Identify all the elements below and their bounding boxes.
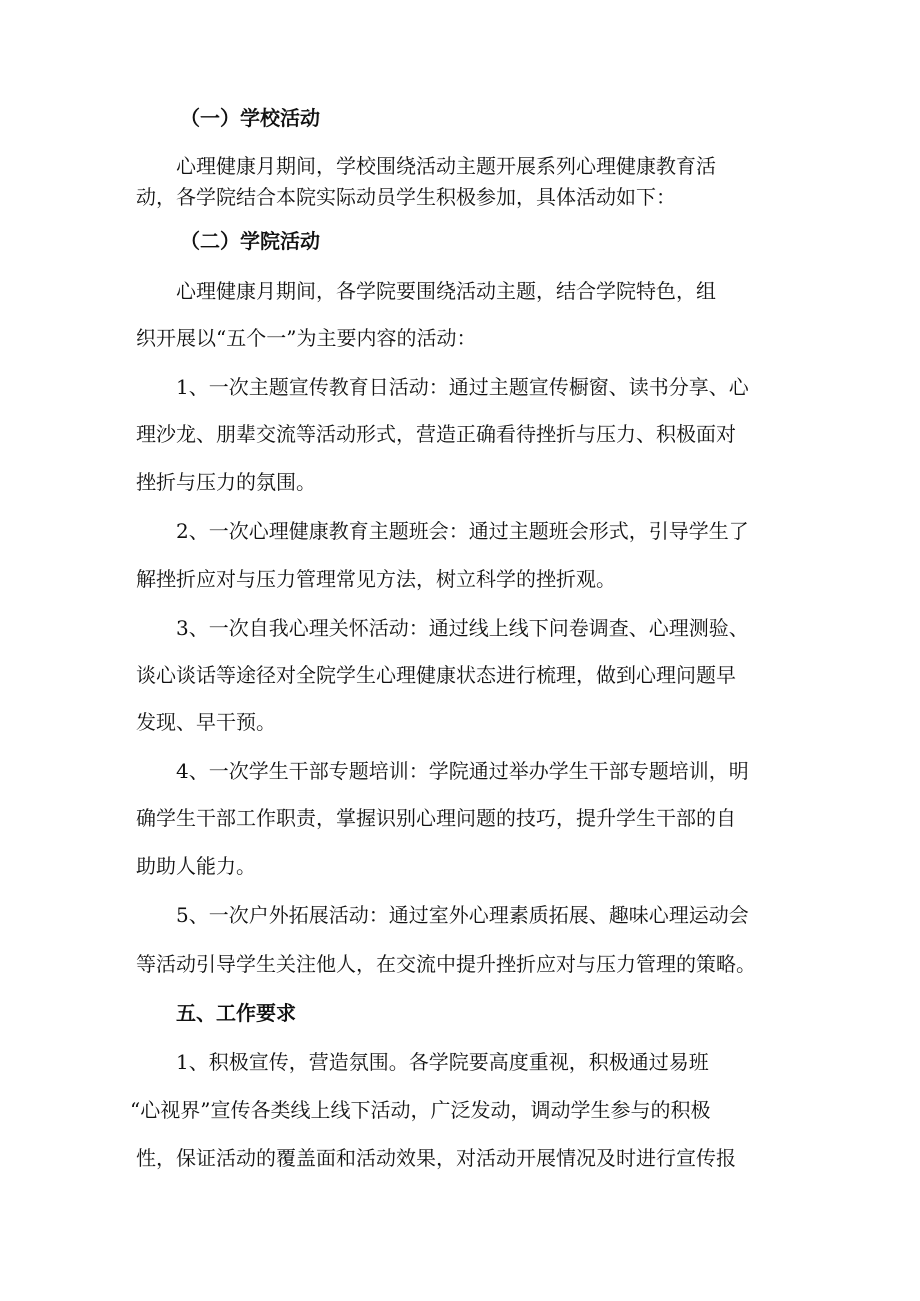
item-line: 谈心谈话等途径对全院学生心理健康状态进行梳理，做到心理问题早	[136, 663, 736, 687]
requirement-line: 1、积极宣传，营造氛围。各学院要高度重视，积极通过易班	[176, 1050, 709, 1074]
school-paragraph-line: 心理健康月期间，学校围绕活动主题开展系列心理健康教育活	[176, 154, 716, 178]
college-paragraph-line: 织开展以“五个一”为主要内容的活动：	[136, 326, 477, 350]
item-line: 确学生干部工作职责，掌握识别心理问题的技巧，提升学生干部的自	[136, 806, 736, 830]
requirement-line: “心视界”宣传各类线上线下活动，广泛发动，调动学生参与的积极	[130, 1098, 711, 1122]
requirement-line: 性，保证活动的覆盖面和活动效果，对活动开展情况及时进行宣传报	[136, 1146, 736, 1170]
item-line: 理沙龙、朋辈交流等活动形式，营造正确看待挫折与压力、积极面对	[136, 422, 736, 446]
item-line: 等活动引导学生关注他人，在交流中提升挫折应对与压力管理的策略。	[136, 952, 756, 976]
work-requirements-heading: 五、工作要求	[176, 1001, 296, 1025]
item-line: 4、一次学生干部专题培训：学院通过举办学生干部专题培训，明	[176, 759, 749, 783]
school-paragraph-line: 动，各学院结合本院实际动员学生积极参加，具体活动如下：	[136, 185, 676, 209]
school-activity-heading: （一）学校活动	[180, 106, 320, 130]
item-line: 3、一次自我心理关怀活动：通过线上线下问卷调查、心理测验、	[176, 616, 749, 640]
item-line: 1、一次主题宣传教育日活动：通过主题宣传橱窗、读书分享、心	[176, 375, 749, 399]
item-line: 解挫折应对与压力管理常见方法，树立科学的挫折观。	[136, 567, 616, 591]
item-line: 2、一次心理健康教育主题班会：通过主题班会形式，引导学生了	[176, 519, 749, 543]
college-paragraph-line: 心理健康月期间，各学院要围绕活动主题，结合学院特色，组	[176, 279, 716, 303]
item-line: 挫折与压力的氛围。	[136, 470, 316, 494]
item-line: 发现、早干预。	[136, 710, 276, 734]
item-line: 助助人能力。	[136, 854, 256, 878]
item-line: 5、一次户外拓展活动：通过室外心理素质拓展、趣味心理运动会	[176, 903, 749, 927]
college-activity-heading: （二）学院活动	[180, 229, 320, 253]
